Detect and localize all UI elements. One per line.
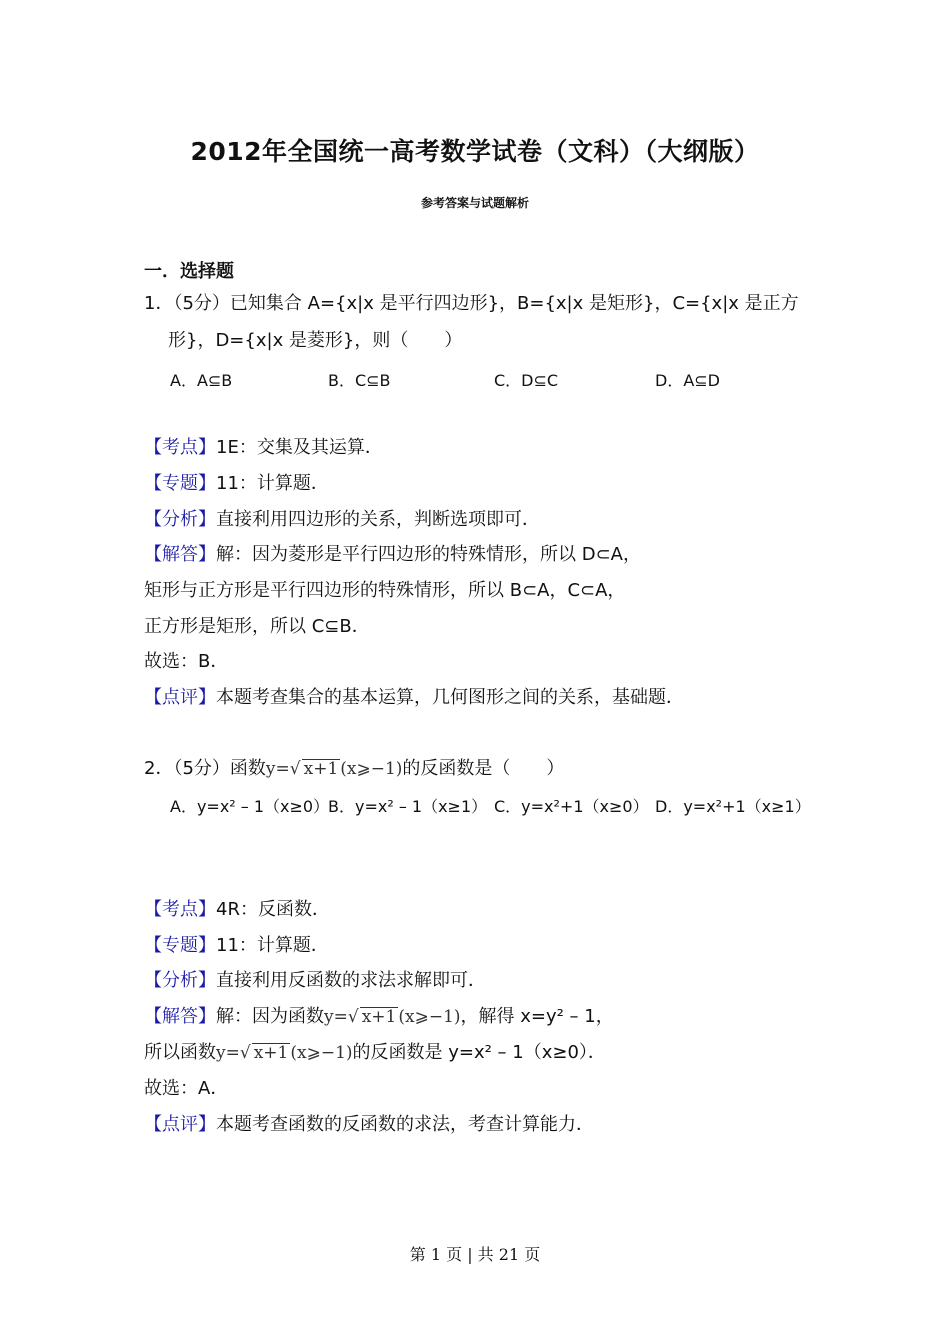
- fenxi-text: 直接利用四边形的关系，判断选项即可．: [216, 509, 540, 530]
- formula-condition: (x⩾−1): [290, 1043, 353, 1063]
- dianping-text: 本题考查函数的反函数的求法，考查计算能力．: [216, 1114, 594, 1135]
- formula-radicand: x+1: [303, 759, 339, 779]
- q2-dianping: [144, 1112, 594, 1138]
- q2-option-b: B．y=x² – 1（x≥1）: [328, 797, 488, 816]
- q2-stem-b: 的反函数是（ ）: [402, 758, 565, 779]
- sqrt-sign: √: [347, 1007, 359, 1027]
- q2-option-c: C．y=x²+1（x≥0）: [494, 797, 649, 816]
- q1-jieda-line3: 正方形是矩形，所以 C⊆B．: [144, 616, 370, 637]
- q1-fenxi: [144, 507, 540, 533]
- jieda-tag: 【解答】: [144, 1006, 216, 1027]
- dianping-text: 本题考查集合的基本运算，几何图形之间的关系，基础题．: [216, 687, 684, 708]
- q1-option-d: D．A⊆D: [655, 371, 720, 390]
- formula-y: y=: [216, 1043, 240, 1063]
- dianping-tag: 【点评】: [144, 687, 216, 708]
- q2-stem-a: 2．（5分）函数: [144, 758, 266, 779]
- q1-jieda-line2: 矩形与正方形是平行四边形的特殊情形，所以 B⊂A，C⊂A，: [144, 580, 626, 601]
- fenxi-tag: 【分析】: [144, 970, 216, 991]
- q2-formula-inline-2: [216, 1043, 353, 1063]
- jieda-text-1: 解：因为菱形是平行四边形的特殊情形，所以 D⊂A，: [216, 544, 641, 565]
- section-heading: 一．选择题: [144, 261, 234, 282]
- jieda-text-2b: 的反函数是 y=x² – 1（x≥0）．: [352, 1042, 606, 1063]
- zhuanti-text: 11：计算题．: [216, 935, 329, 956]
- fenxi-tag: 【分析】: [144, 509, 216, 530]
- sqrt-sign: √: [289, 759, 301, 779]
- sqrt-sign: √: [239, 1043, 251, 1063]
- formula-radicand: x+1: [361, 1007, 397, 1027]
- formula-condition: (x⩾−1): [398, 1007, 461, 1027]
- q2-option-a: A．y=x² – 1（x≥0）: [170, 797, 330, 816]
- q2-stem: [144, 756, 564, 782]
- formula-radicand: x+1: [253, 1043, 289, 1063]
- kaodian-tag: 【考点】: [144, 899, 216, 920]
- kaodian-text: 1E：交集及其运算．: [216, 437, 383, 458]
- q2-jieda-line2: [144, 1040, 606, 1066]
- q2-fenxi: [144, 968, 486, 994]
- fenxi-text: 直接利用反函数的求法求解即可．: [216, 970, 486, 991]
- page-subtitle: 参考答案与试题解析: [420, 196, 529, 210]
- jieda-tag: 【解答】: [144, 544, 216, 565]
- q1-jieda: [144, 542, 641, 568]
- q1-stem-line2: 形}，D={x|x 是菱形}，则（ ）: [168, 330, 463, 351]
- page-footer: 第 1 页 | 共 21 页: [409, 1245, 541, 1264]
- q1-stem-line1: 1．（5分）已知集合 A={x|x 是平行四边形}，B={x|x 是矩形}，C={x|x 是正方: [144, 293, 799, 314]
- q1-zhuanti: [144, 471, 329, 497]
- jieda-text-1b: ，解得 x=y² – 1，: [460, 1006, 614, 1027]
- q2-answer: 故选：A．: [144, 1078, 229, 1099]
- formula-y: y=: [324, 1007, 348, 1027]
- page-title: 2012年全国统一高考数学试卷（文科）（大纲版）: [190, 137, 760, 166]
- q2-zhuanti: [144, 933, 329, 959]
- zhuanti-tag: 【专题】: [144, 473, 216, 494]
- zhuanti-tag: 【专题】: [144, 935, 216, 956]
- jieda-text-1a: 解：因为函数: [216, 1006, 324, 1027]
- kaodian-tag: 【考点】: [144, 437, 216, 458]
- q1-kaodian: [144, 435, 383, 461]
- formula-y: y=: [265, 759, 290, 779]
- formula-condition: (x⩾−1): [340, 759, 403, 779]
- dianping-tag: 【点评】: [144, 1114, 216, 1135]
- q2-formula: [266, 759, 403, 779]
- jieda-text-2a: 所以函数: [144, 1042, 216, 1063]
- q2-option-d: D．y=x²+1（x≥1）: [655, 797, 811, 816]
- q2-formula-inline-1: [324, 1007, 461, 1027]
- zhuanti-text: 11：计算题．: [216, 473, 329, 494]
- q1-dianping: [144, 685, 684, 711]
- q1-option-b: B．C⊆B: [328, 371, 391, 390]
- q1-answer: 故选：B．: [144, 651, 229, 672]
- q2-jieda: [144, 1004, 614, 1030]
- q1-option-c: C．D⊆C: [494, 371, 559, 390]
- kaodian-text: 4R：反函数．: [216, 899, 330, 920]
- q1-option-a: A．A⊆B: [170, 371, 233, 390]
- q2-kaodian: [144, 897, 330, 923]
